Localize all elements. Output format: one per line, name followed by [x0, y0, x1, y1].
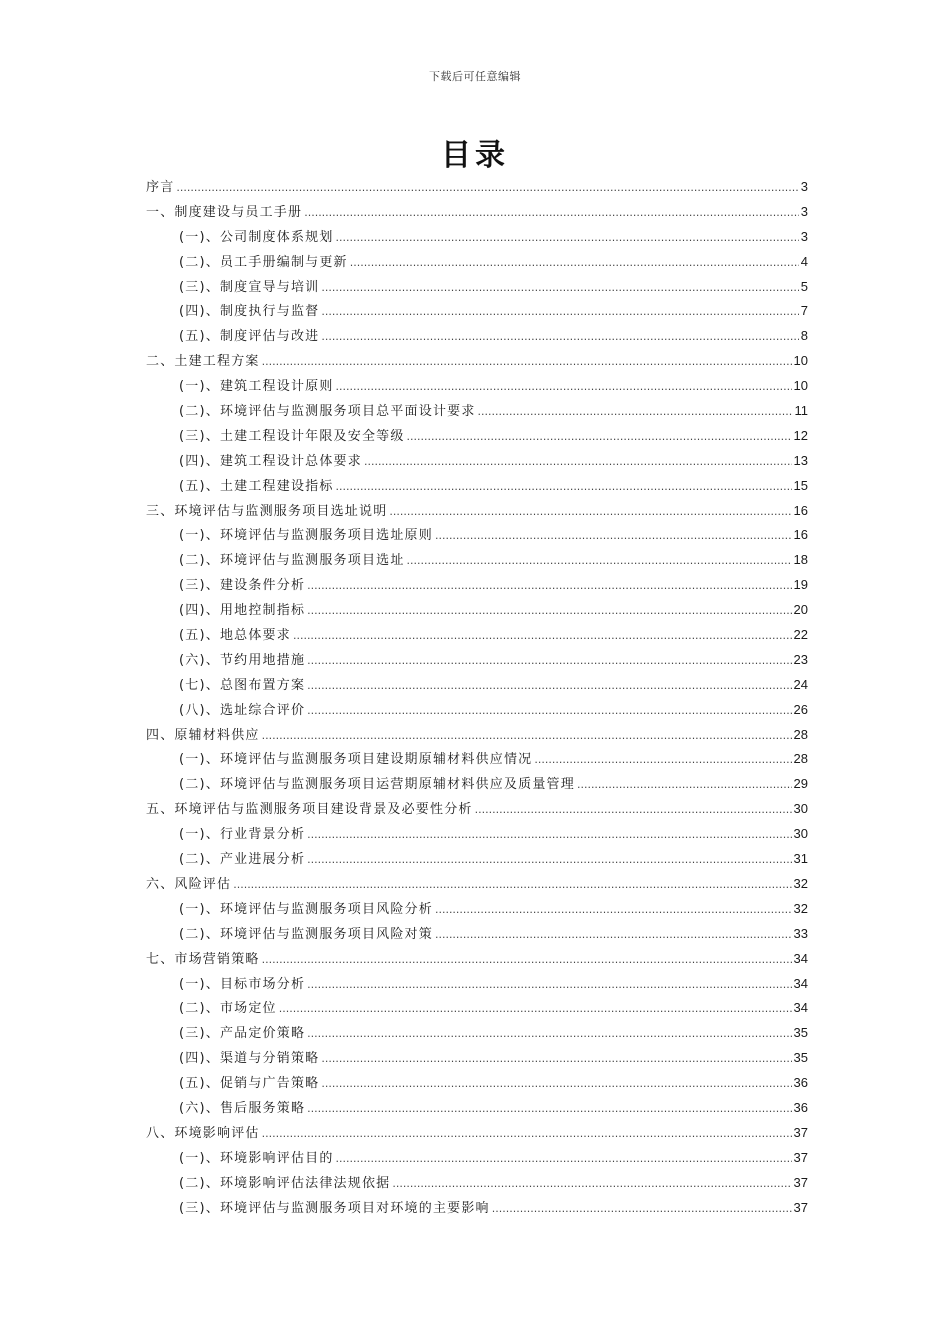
toc-entry[interactable]	[146, 400, 808, 425]
toc-entry-page-number: 24	[793, 676, 808, 692]
dot-leader	[304, 206, 799, 219]
dot-leader	[534, 753, 791, 766]
dot-leader	[307, 604, 791, 617]
toc-entry[interactable]	[146, 1072, 808, 1097]
table-of-contents	[146, 176, 808, 1221]
toc-entry[interactable]	[146, 226, 808, 251]
toc-entry[interactable]	[146, 599, 808, 624]
dot-leader	[279, 1002, 792, 1015]
toc-entry-page-number: 32	[793, 875, 808, 891]
toc-entry[interactable]	[146, 300, 808, 325]
toc-entry-label: (三)、制度宣导与培训	[179, 279, 320, 295]
dot-leader	[307, 828, 791, 841]
toc-entry-page-number: 34	[793, 1000, 808, 1016]
dot-leader	[321, 305, 798, 318]
toc-entry[interactable]	[146, 524, 808, 549]
dot-leader	[364, 455, 792, 468]
toc-entry[interactable]	[146, 1022, 808, 1047]
toc-entry-label: (四)、建筑工程设计总体要求	[179, 453, 362, 469]
toc-entry-page-number: 22	[793, 627, 808, 643]
toc-entry-label: (三)、环境评估与监测服务项目对环境的主要影响	[179, 1200, 490, 1216]
toc-entry-label: 四、原辅材料供应	[146, 727, 260, 743]
toc-entry-label: (三)、土建工程设计年限及安全等级	[179, 428, 405, 444]
dot-leader	[392, 1177, 791, 1190]
toc-entry-label: (一)、环境评估与监测服务项目风险分析	[179, 901, 433, 917]
dot-leader	[307, 1027, 791, 1040]
dot-leader	[262, 729, 792, 742]
toc-entry-page-number: 35	[793, 1050, 808, 1066]
toc-entry-label: (七)、总图布置方案	[179, 677, 306, 693]
toc-entry-label: (二)、环境评估与监测服务项目选址	[179, 553, 405, 569]
toc-entry-page-number: 12	[793, 427, 808, 443]
toc-entry-page-number: 34	[793, 975, 808, 991]
toc-entry-label: (八)、选址综合评价	[179, 702, 306, 718]
dot-leader	[321, 281, 798, 294]
toc-entry-label: (二)、产业进展分析	[179, 852, 306, 868]
toc-entry[interactable]	[146, 1197, 808, 1222]
toc-entry-page-number: 23	[793, 651, 808, 667]
toc-entry-page-number: 28	[793, 726, 808, 742]
toc-entry[interactable]	[146, 475, 808, 500]
toc-entry-label: (一)、建筑工程设计原则	[179, 379, 334, 395]
toc-entry[interactable]	[146, 1122, 808, 1147]
toc-entry-label: (二)、环境评估与监测服务项目风险对策	[179, 926, 433, 942]
dot-leader	[577, 778, 792, 791]
toc-entry[interactable]	[146, 350, 808, 375]
toc-entry-page-number: 4	[800, 253, 808, 269]
page-title: 目录	[441, 138, 509, 173]
toc-entry-label: 八、环境影响评估	[146, 1125, 260, 1141]
dot-leader	[389, 505, 791, 518]
toc-entry[interactable]	[146, 500, 808, 525]
toc-entry[interactable]	[146, 699, 808, 724]
dot-leader	[407, 430, 792, 443]
toc-entry-page-number: 19	[793, 577, 808, 593]
dot-leader	[336, 1152, 792, 1165]
dot-leader	[176, 181, 798, 194]
dot-leader	[336, 231, 799, 244]
dot-leader	[307, 704, 791, 717]
dot-leader	[321, 330, 798, 343]
toc-entry-label: (二)、环境评估与监测服务项目运营期原辅材料供应及质量管理	[179, 777, 575, 793]
toc-entry-page-number: 26	[793, 701, 808, 717]
toc-entry[interactable]	[146, 1172, 808, 1197]
toc-entry-label: (一)、环境评估与监测服务项目选址原则	[179, 528, 433, 544]
toc-entry[interactable]	[146, 873, 808, 898]
toc-entry-page-number: 15	[793, 477, 808, 493]
toc-entry[interactable]	[146, 325, 808, 350]
toc-entry-page-number: 37	[793, 1149, 808, 1165]
toc-entry[interactable]	[146, 848, 808, 873]
dot-leader	[262, 355, 792, 368]
toc-entry[interactable]	[146, 997, 808, 1022]
toc-entry-label: (六)、售后服务策略	[179, 1100, 306, 1116]
toc-entry-page-number: 35	[793, 1025, 808, 1041]
toc-entry-page-number: 3	[800, 179, 808, 194]
toc-entry[interactable]	[146, 1147, 808, 1172]
dot-leader	[492, 1202, 792, 1215]
toc-entry-page-number: 11	[794, 403, 808, 419]
toc-entry-label: (四)、用地控制指标	[179, 603, 306, 619]
toc-entry-label: (二)、市场定位	[179, 1001, 277, 1017]
toc-entry-page-number: 37	[793, 1174, 808, 1190]
toc-entry-page-number: 13	[793, 452, 808, 468]
toc-entry-page-number: 32	[793, 900, 808, 916]
dot-leader	[435, 928, 792, 941]
toc-entry[interactable]	[146, 674, 808, 699]
toc-entry-label: (四)、渠道与分销策略	[179, 1051, 320, 1067]
toc-entry-page-number: 16	[793, 502, 808, 518]
toc-entry-label: 五、环境评估与监测服务项目建设背景及必要性分析	[146, 802, 473, 818]
toc-entry-page-number: 30	[793, 826, 808, 842]
dot-leader	[307, 853, 791, 866]
dot-leader	[321, 1052, 791, 1065]
toc-entry[interactable]	[146, 748, 808, 773]
dot-leader	[262, 953, 792, 966]
toc-entry-page-number: 36	[793, 1099, 808, 1115]
toc-entry[interactable]	[146, 798, 808, 823]
toc-entry-label: (三)、建设条件分析	[179, 578, 306, 594]
toc-entry-page-number: 20	[793, 602, 808, 618]
toc-entry-page-number: 37	[793, 1199, 808, 1215]
toc-entry-page-number: 36	[793, 1075, 808, 1091]
toc-entry-label: (二)、环境影响评估法律法规依据	[179, 1175, 391, 1191]
toc-entry-label: (一)、目标市场分析	[179, 976, 306, 992]
toc-entry-page-number: 33	[793, 925, 808, 941]
dot-leader	[307, 1102, 791, 1115]
toc-entry-label: (二)、环境评估与监测服务项目总平面设计要求	[179, 404, 476, 420]
toc-entry[interactable]	[146, 1097, 808, 1122]
toc-entry-label: (一)、环境影响评估目的	[179, 1150, 334, 1166]
toc-entry[interactable]	[146, 549, 808, 574]
toc-entry[interactable]	[146, 375, 808, 400]
dot-leader	[262, 1127, 792, 1140]
toc-entry[interactable]	[146, 624, 808, 649]
dot-leader	[336, 380, 792, 393]
toc-entry-page-number: 3	[800, 228, 808, 244]
toc-entry-label: (五)、促销与广告策略	[179, 1076, 320, 1092]
toc-entry[interactable]	[146, 923, 808, 948]
toc-entry-label: (一)、行业背景分析	[179, 827, 306, 843]
toc-entry-label: (三)、产品定价策略	[179, 1026, 306, 1042]
toc-entry[interactable]	[146, 823, 808, 848]
dot-leader	[350, 256, 799, 269]
dot-leader	[435, 903, 792, 916]
toc-entry-page-number: 10	[793, 353, 808, 369]
toc-entry[interactable]	[146, 973, 808, 998]
toc-entry-label: (五)、制度评估与改进	[179, 329, 320, 345]
toc-entry-page-number: 5	[800, 278, 808, 294]
toc-entry-page-number: 7	[800, 303, 808, 319]
toc-entry-page-number: 29	[793, 776, 808, 792]
toc-entry-label: 三、环境评估与监测服务项目选址说明	[146, 503, 388, 519]
dot-leader	[307, 978, 791, 991]
toc-entry[interactable]	[146, 898, 808, 923]
toc-entry-page-number: 30	[793, 801, 808, 817]
toc-entry[interactable]	[146, 276, 808, 301]
toc-entry-label: (六)、节约用地措施	[179, 652, 306, 668]
toc-entry[interactable]	[146, 425, 808, 450]
dot-leader	[475, 803, 792, 816]
toc-entry[interactable]	[146, 773, 808, 798]
toc-entry-label: 序言	[146, 180, 175, 195]
dot-leader	[307, 679, 791, 692]
toc-entry-label: (五)、土建工程建设指标	[179, 478, 334, 494]
dot-leader	[478, 405, 793, 418]
toc-entry-page-number: 37	[793, 1124, 808, 1140]
toc-entry[interactable]	[146, 1047, 808, 1072]
dot-leader	[336, 480, 792, 493]
toc-entry-page-number: 34	[793, 950, 808, 966]
toc-entry[interactable]	[146, 450, 808, 475]
toc-entry[interactable]	[146, 201, 808, 226]
toc-entry-label: 一、制度建设与员工手册	[146, 204, 303, 220]
toc-entry-label: (四)、制度执行与监督	[179, 304, 320, 320]
toc-entry-label: (五)、地总体要求	[179, 628, 291, 644]
toc-entry[interactable]	[146, 724, 808, 749]
toc-entry[interactable]	[146, 649, 808, 674]
toc-entry-page-number: 16	[793, 527, 808, 543]
dot-leader	[307, 654, 791, 667]
toc-entry-page-number: 3	[800, 203, 808, 219]
dot-leader	[307, 579, 791, 592]
toc-entry[interactable]	[146, 948, 808, 973]
toc-entry[interactable]	[146, 251, 808, 276]
toc-entry-page-number: 10	[793, 378, 808, 394]
dot-leader	[321, 1077, 791, 1090]
dot-leader	[293, 629, 792, 642]
toc-entry-page-number: 18	[793, 552, 808, 568]
dot-leader	[435, 529, 792, 542]
toc-entry-label: 七、市场营销策略	[146, 951, 260, 967]
header-note: 下载后可任意编辑	[429, 70, 521, 83]
toc-entry-page-number: 28	[793, 751, 808, 767]
toc-entry-label: (二)、员工手册编制与更新	[179, 254, 348, 270]
toc-entry-label: 六、风险评估	[146, 876, 232, 892]
toc-entry[interactable]	[146, 176, 808, 201]
toc-entry-page-number: 8	[800, 328, 808, 344]
dot-leader	[233, 878, 791, 891]
toc-entry-label: (一)、环境评估与监测服务项目建设期原辅材料供应情况	[179, 752, 533, 768]
dot-leader	[407, 554, 792, 567]
toc-entry-page-number: 31	[793, 851, 808, 867]
toc-entry-label: 二、土建工程方案	[146, 354, 260, 370]
toc-entry[interactable]	[146, 574, 808, 599]
toc-entry-label: (一)、公司制度体系规划	[179, 229, 334, 245]
